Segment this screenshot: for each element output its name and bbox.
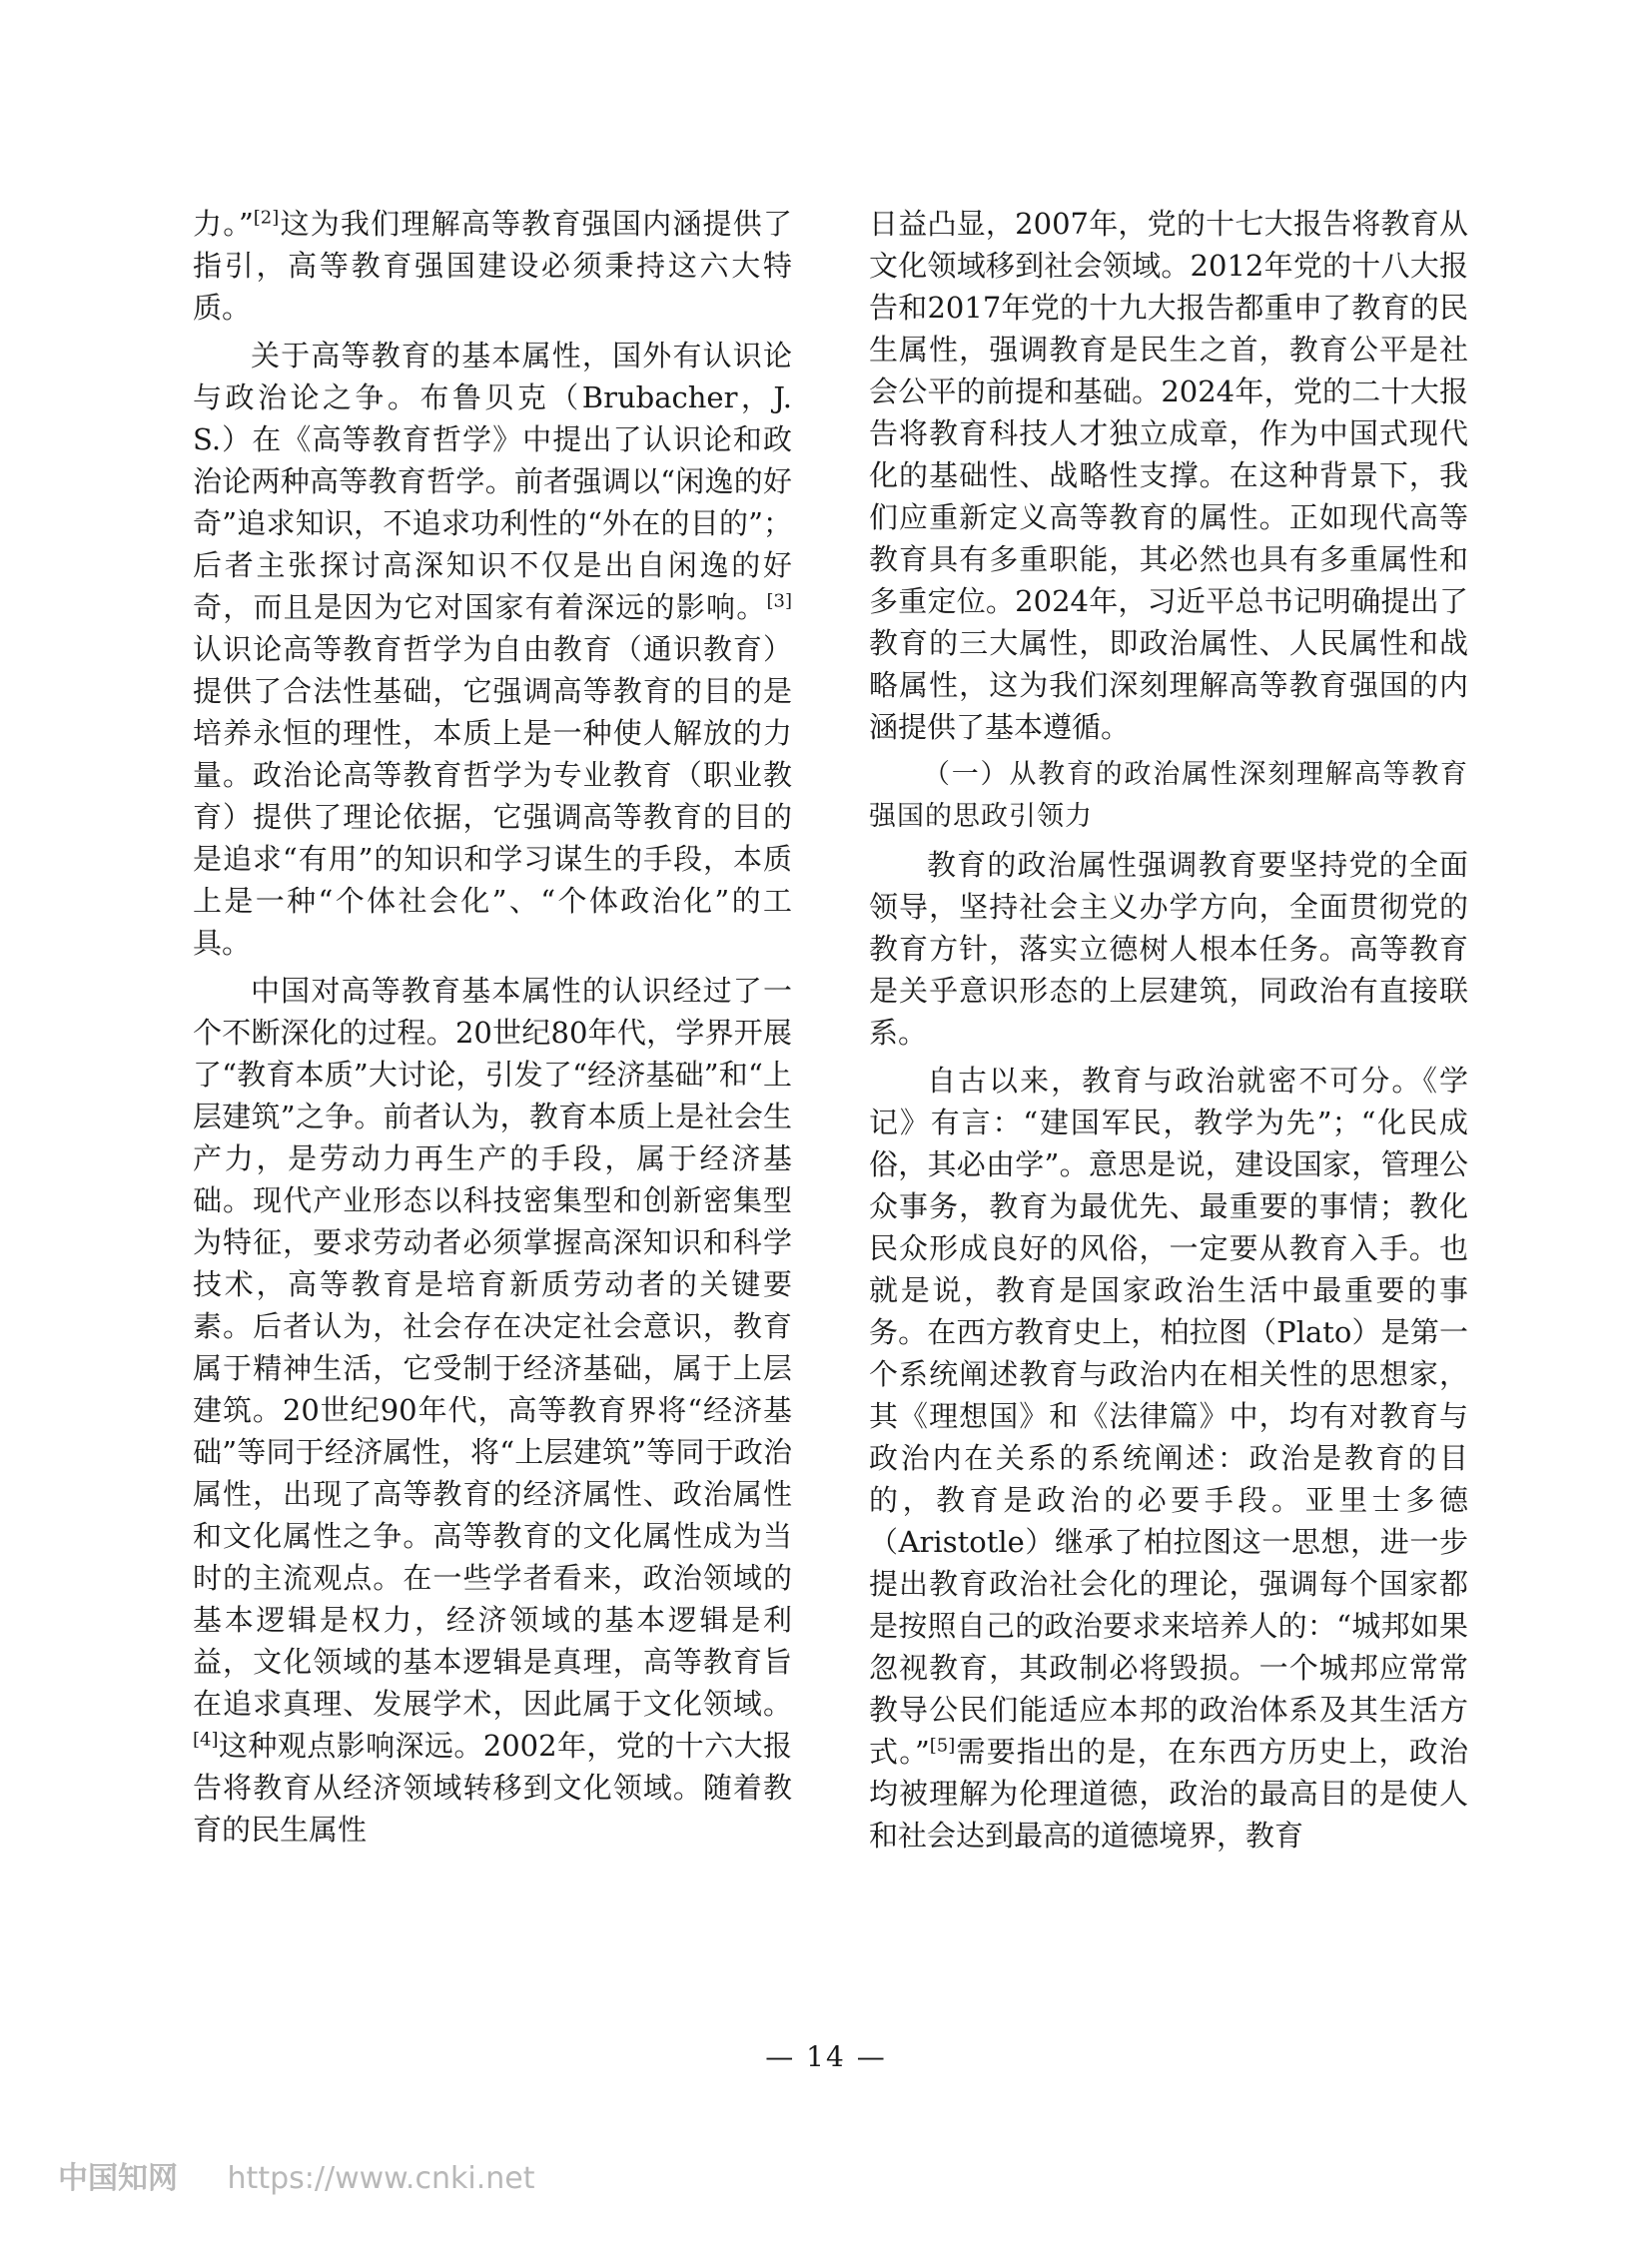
paragraph: 日益凸显，2007年，党的十七大报告将教育从文化领域移到社会领域。2012年党的十八大报告和2017年党的十九大报告都重申了教育的民生属性，强调教育是民生之首，教育公平是社会公平的前提和基础。2024年，党的二十大报告将教育科技人才独立成章，作为中国式现代化的基础性、战略性支撑。在这种背景下，我们应重新定义高等教育的属性。正如现代高等教育具有多重职能，其必然也具有多重属性和多重定位。2024年，习近平总书记明确提出了教育的三大属性，即政治属性、人民属性和战略属性，这为我们深刻理解高等教育强国的内涵提供了基本遵循。 bbox=[869, 207, 1468, 744]
paragraph: 关于高等教育的基本属性，国外有认识论与政治论之争。布鲁贝克（Brubacher，J. S.）在《高等教育哲学》中提出了认识论和政治论两种高等教育哲学。前者强调以“闲逸的好奇”追求知识，不追求功利性的“外在的目的”；后者主张探讨高深知识不仅是出自闲逸的好奇，而且是因为它对国家有着深远的影响。[3]认识论高等教育哲学为自由教育（通识教育）提供了合法性基础，它强调高等教育的目的是培养永恒的理性，本质上是一种使人解放的力量。政治论高等教育哲学为专业教育（职业教育）提供了理论依据，它强调高等教育的目的是追求“有用”的知识和学习谋生的手段，本质上是一种“个体社会化”、“个体政治化”的工具。 bbox=[193, 339, 792, 960]
footnote-marker: [2] bbox=[253, 207, 280, 229]
cnki-watermark bbox=[58, 2153, 534, 2197]
section-heading: （一）从教育的政治属性深刻理解高等教育强国的思政引领力 bbox=[869, 759, 1468, 832]
watermark-url: https://www.cnki.net bbox=[227, 2161, 535, 2196]
paragraph: 中国对高等教育基本属性的认识经过了一个不断深化的过程。20世纪80年代，学界开展了“教育本质”大讨论，引发了“经济基础”和“上层建筑”之争。前者认为，教育本质上是社会生产力，是劳动力再生产的手段，属于经济基础。现代产业形态以科技密集型和创新密集型为特征，要求劳动者必须掌握高深知识和科学技术，高等教育是培育新质劳动者的关键要素。后者认为，社会存在决定社会意识，教育属于精神生活，它受制于经济基础，属于上层建筑。20世纪90年代，高等教育界将“经济基础”等同于经济属性，将“上层建筑”等同于政治属性，出现了高等教育的经济属性、政治属性和文化属性之争。高等教育的文化属性成为当时的主流观点。在一些学者看来，政治领域的基本逻辑是权力，经济领域的基本逻辑是利益，文化领域的基本逻辑是真理，高等教育旨在追求真理、发展学术，因此属于文化领域。[4]这种观点影响深远。2002年，党的十六大报告将教育从经济领域转移到文化领域。随着教育的民生属性 bbox=[193, 974, 792, 1847]
footnote-marker: [5] bbox=[929, 1735, 956, 1757]
footnote-marker: [4] bbox=[193, 1729, 219, 1751]
page-number: — 14 — bbox=[765, 2040, 887, 2073]
paragraph: 自古以来，教育与政治就密不可分。《学记》有言：“建国军民，教学为先”；“化民成俗，其必由学”。意思是说，建设国家，管理公众事务，教育为最优先、最重要的事情；教化民众形成良好的风俗，一定要从教育入手。也就是说，教育是国家政治生活中最重要的事务。在西方教育史上，柏拉图（Plato）是第一个系统阐述教育与政治内在相关性的思想家，其《理想国》和《法律篇》中，均有对教育与政治内在关系的系统阐述：政治是教育的目的，教育是政治的必要手段。亚里士多德（Aristotle）继承了柏拉图这一思想，进一步提出教育政治社会化的理论，强调每个国家都是按照自己的政治要求来培养人的：“城邦如果忽视教育，其政制必将毁损。一个城邦应常常教导公民们能适应本邦的政治体系及其生活方式。”[5]需要指出的是，在东西方历史上，政治均被理解为伦理道德，政治的最高目的是使人和社会达到最高的道德境界，教育 bbox=[869, 1064, 1468, 1853]
paragraph: 教育的政治属性强调教育要坚持党的全面领导，坚持社会主义办学方向，全面贯彻党的教育方针，落实立德树人根本任务。高等教育是关乎意识形态的上层建筑，同政治有直接联系。 bbox=[869, 848, 1468, 1050]
right-text-column bbox=[869, 203, 1468, 1863]
left-text-column bbox=[193, 203, 792, 1857]
paragraph: 力。”[2]这为我们理解高等教育强国内涵提供了指引，高等教育强国建设必须秉持这六大特质。 bbox=[193, 207, 792, 325]
footnote-marker: [3] bbox=[766, 590, 792, 612]
watermark-brand: 中国知网 bbox=[58, 2161, 178, 2196]
